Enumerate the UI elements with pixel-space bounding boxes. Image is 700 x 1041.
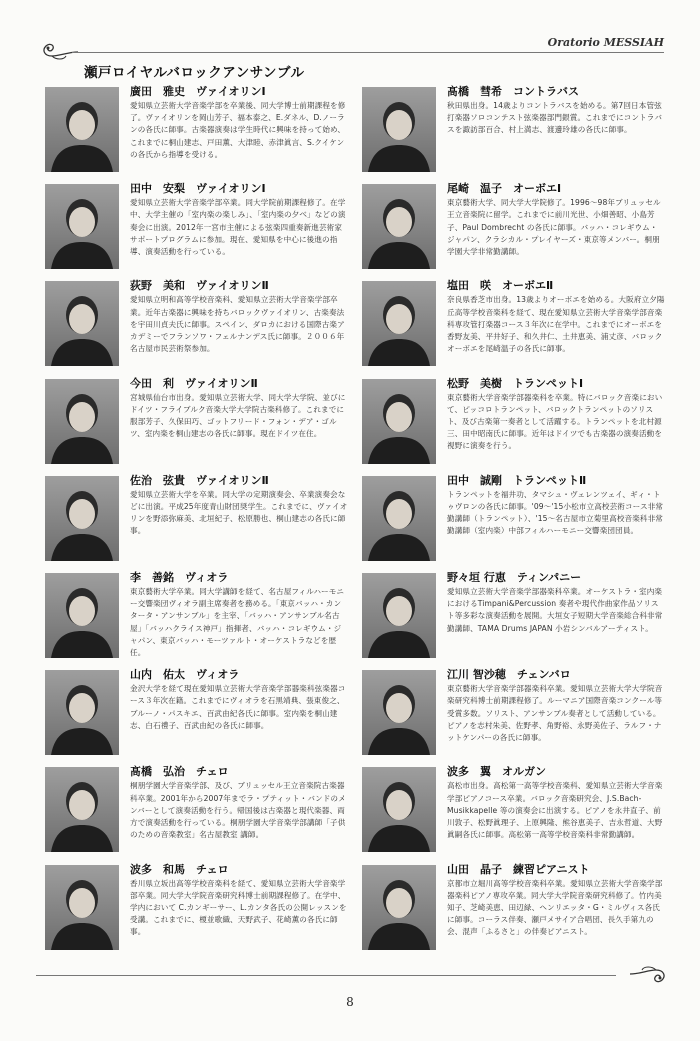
member-name: 江川 智沙穂 チェンバロ [447,668,571,682]
member-bio: 宮城県仙台市出身。愛知県立芸術大学、同大学大学院、並びにドイツ・フライブルク音楽大学大学院古楽科修了。これまでに服部芳子、久保田巧、ゴットフリード・フォン・デア・ゴルツ、室内楽を桐山建志の各氏に師事。現在ドイツ在住。 [130,392,346,439]
footer-rule [36,975,616,976]
member-card [359,763,667,860]
member-bio: 愛知県立芸術大学音楽学部器楽科卒業。オーケストラ・室内楽におけるTimpani&Percussion 奏者や現代作曲家作品ソリスト等多彩な演奏活動を展開。大垣女子短期大学音楽総合科非常勤講師、TAMA Drums JAPAN 小岩シンバルアーティスト。 [447,586,663,633]
member-name: 田中 誠剛 トランペットⅡ [447,473,587,487]
member-card [359,472,667,569]
member-bio: 桐朋学園大学音楽学部、及び、ブリュッセル王立音楽院古楽器科卒業。2001年から2007年までラ・プティット・バンドのメンバーとして演奏活動を行う。帰国後は古楽器と現代楽器、両方で演奏活動を行っている。桐朋学園大学音楽学部講師「子供のための音楽教室」名古屋教室 講師。 [130,781,346,840]
portrait-photo [362,379,436,464]
portrait-photo [45,670,119,755]
member-name: 今田 利 ヴァイオリンⅡ [130,376,258,390]
portrait-photo [45,476,119,561]
member-name: 廣田 雅史 ヴァイオリンⅠ [130,85,266,98]
member-card [359,861,667,958]
portrait-photo [45,379,119,464]
member-card [359,569,667,666]
portrait-photo [45,281,119,366]
portrait-photo [362,865,436,950]
member-name: 松野 美樹 トランペットⅠ [447,376,584,390]
portrait-photo [362,184,436,269]
member-name: 佐治 弦貴 ヴァイオリンⅡ [130,473,269,487]
portrait-photo [45,865,119,950]
member-name: 野々垣 行恵 ティンパニー [447,570,582,584]
member-name: 髙橋 弘治 チェロ [130,765,229,779]
member-bio: 愛知県立芸術大学音楽学部を卒業後、同大学博士前期課程を修了。ヴァイオリンを岡山芳子、福本泰之、E.ダネル、D.ノーランの各氏に師事。古楽器演奏は学生時代に興味を持って始め、これまでに桐山建志、戸田薫、大津睦、赤津眞言、S.クイケンの各氏から指導を受ける。 [130,101,346,159]
member-card [42,666,350,763]
member-bio: 金沢大学を経て現在愛知県立芸術大学音楽学部器楽科弦楽器コース３年次在籍。これまでにヴィオラを石黒靖典、張東俊之、ブルーノ・パスキエ、百武由紀各氏に師事。室内楽を桐山建志、白石禮子、百武由紀の各氏に師事。 [130,684,346,730]
portrait-photo [45,573,119,658]
member-bio: 愛知県立明和高等学校音楽科、愛知県立芸術大学音楽学部卒業。近年古楽器に興味を持ちバロックヴァイオリン、古楽奏法を宇田川貞夫氏に師事。スペイン、ダロカにおける国際古楽アカデミーでフランソワ・フェルナンデス氏に師事。２００６年名古屋市民芸術祭参加。 [130,295,345,354]
member-name: 山内 佑太 ヴィオラ [130,668,240,682]
member-grid [42,83,667,958]
member-name: 波多 翼 オルガン [447,765,546,779]
member-card [359,666,667,763]
member-bio: 香川県立坂出高等学校音楽科を経て、愛知県立芸術大学音楽学部卒業。同大学大学院音楽研究科博士前期課程修了。在学中、学内において C.カンギーサー、L.カンタ各氏の公開レッスンを受講。これまでに、榎並歌織、天野武子、花崎薫の各氏に師事。 [130,878,347,937]
member-card [42,861,350,958]
member-name: 髙橋 彗希 コントラバス [447,85,579,98]
portrait-photo [362,670,436,755]
portrait-photo [45,767,119,852]
member-bio: 東京藝術大学音楽学部器楽科卒業。愛知県立芸術大学大学院音楽研究科博士前期課程修了。ルーマニア国際音楽コンクール等受賞多数。ソリスト、アンサンブル奏者として活動している。ピアノを志村朱美、佐野孝、角野裕、永野美佐子、ラルフ・ナットケンパーの各氏に師事。 [447,684,663,742]
member-name: 波多 和馬 チェロ [130,862,229,876]
portrait-photo [362,281,436,366]
member-name: 尾崎 温子 オーボエⅠ [447,182,562,196]
member-card [42,569,350,666]
member-card [42,763,350,860]
member-card [42,277,350,374]
member-card [42,83,350,180]
member-bio: 奈良県香芝市出身。13歳よりオーボエを始める。大阪府立夕陽丘高等学校音楽科を経て、現在愛知県立芸術大学音楽学部音楽科専攻管打楽器コース３年次に在学中。これまでにオーボエを香野友美、平井好子、和久井仁、土井恵美、浦丈彦、バロックオーボエを尾崎温子の各氏に師事。 [447,295,665,354]
running-head: Oratorio MESSIAH [547,36,664,49]
member-card [359,375,667,472]
member-bio: 京都市立堀川高等学校音楽科卒業。愛知県立芸術大学音楽学部器楽科ピアノ専攻卒業。同大学大学院音楽研究科修了。竹内美知子、芝崎美恵、田辺緑、ヘンリエッタ・G・ミルヴィス各氏に師事。コーラス伴奏、瀬戸メサイア合唱団、長久手第九の会、混声「ふるさと」の伴奏ピアニスト。 [447,878,663,937]
portrait-photo [362,87,436,172]
member-bio: 東京藝術大学音楽学部器楽科を卒業。特にバロック音楽において、ピッコロトランペット、バロックトランペットのソリスト、及び古楽第一奏者として活躍する。トランペットを北村源三、田中昭南氏に師事。近年はドイツでも古楽器の演奏活動を視野に演奏を行う。 [447,392,663,451]
header-rule [72,52,664,53]
portrait-photo [362,767,436,852]
portrait-photo [362,476,436,561]
member-name: 田中 安梨 ヴァイオリンⅠ [130,182,266,196]
member-card [42,472,350,569]
portrait-photo [362,573,436,658]
portrait-photo [45,184,119,269]
member-name: 李 善銘 ヴィオラ [130,570,229,584]
member-bio: 東京藝術大学卒業。同大学講師を経て、名古屋フィルハーモニー交響楽団ヴィオラ副主席奏者を務める。「東京バッハ・カンタータ・アンサンブル」を主宰、「バッハ・アンサンブル名古屋」「バッハクライス神戸」指揮者、バッハ・コレギウム・ジャパン、東京バッハ・モーツァルト・オーケストラなどを歴任。 [130,586,345,657]
member-bio: 愛知県立芸術大学音楽学部卒業。同大学院前期課程修了。在学中、大学主催の「室内楽の楽しみ」、「室内楽の夕べ」などの演奏会に出演。2012年一宮市主催による弦楽四重奏新進芸術家サポートプログラムに参加。現在、愛知県を中心に後進の指導、演奏活動を行っている。 [130,198,346,256]
portrait-photo [45,87,119,172]
member-name: 山田 晶子 練習ピアニスト [447,862,590,876]
scroll-ornament-right-icon [626,962,670,988]
member-bio: 愛知県立芸術大学を卒業。同大学の定期演奏会、卒業演奏会などに出演。平成25年度青山財団奨学生。これまでに、ヴァイオリンを野添弥麻美、北垣紀子、松原勝也、桐山建志の各氏に師事。 [130,489,348,536]
member-card [42,375,350,472]
member-card [359,180,667,277]
member-name: 塩田 咲 オーボエⅡ [447,279,554,293]
member-card [359,277,667,374]
member-bio: 秋田県出身。14歳よりコントラバスを始める。第7回日本管弦打楽器ソロコンテスト弦楽器部門銀賞。これまでにコントラバスを諏訪部百合、村上満志、渡邊玲雄の各氏に師事。 [447,101,663,135]
member-card [42,180,350,277]
member-name: 荻野 美和 ヴァイオリンⅡ [130,279,269,293]
member-bio: 東京藝術大学、同大学大学院修了。1996～98年ブリュッセル王立音楽院に留学。これまでに前川光世、小畑善昭、小島芳子、Paul Dombrecht の各氏に師事。バッハ・コレギウム・ジャパン、クラシカル・プレイヤーズ・東京等メンバー。桐朋学園大学非常勤講師。 [447,198,661,256]
member-card [359,83,667,180]
scroll-ornament-left-icon [38,38,82,64]
section-title: 瀬戸ロイヤルバロックアンサンブル [84,65,305,81]
member-bio: 高松市出身。高松第一高等学校音楽科、愛知県立芸術大学音楽学部ピアノコース卒業。バロック音楽研究会、J.S.Bach-Musikkapelle 等の演奏会に出演する。ピアノを永井直子、前川敦子、松野眞理子、上原興隆、熊谷恵美子、吉永哲道、大野眞嗣各氏に師事。高松第一高等学校音楽科非常勤講師。 [447,781,663,840]
page-number: 8 [346,995,354,1009]
member-bio: トランペットを福井功、タマシュ・ヴェレンツェイ、ギィ・トゥヴロンの各氏に師事。'09～'15小松市立高校芸術コース非常勤講師（トランペット）、'15～名古屋市立菊里高校音楽科非常勤講師（室内楽）中部フィルハーモニー交響楽団団員。 [447,489,664,536]
